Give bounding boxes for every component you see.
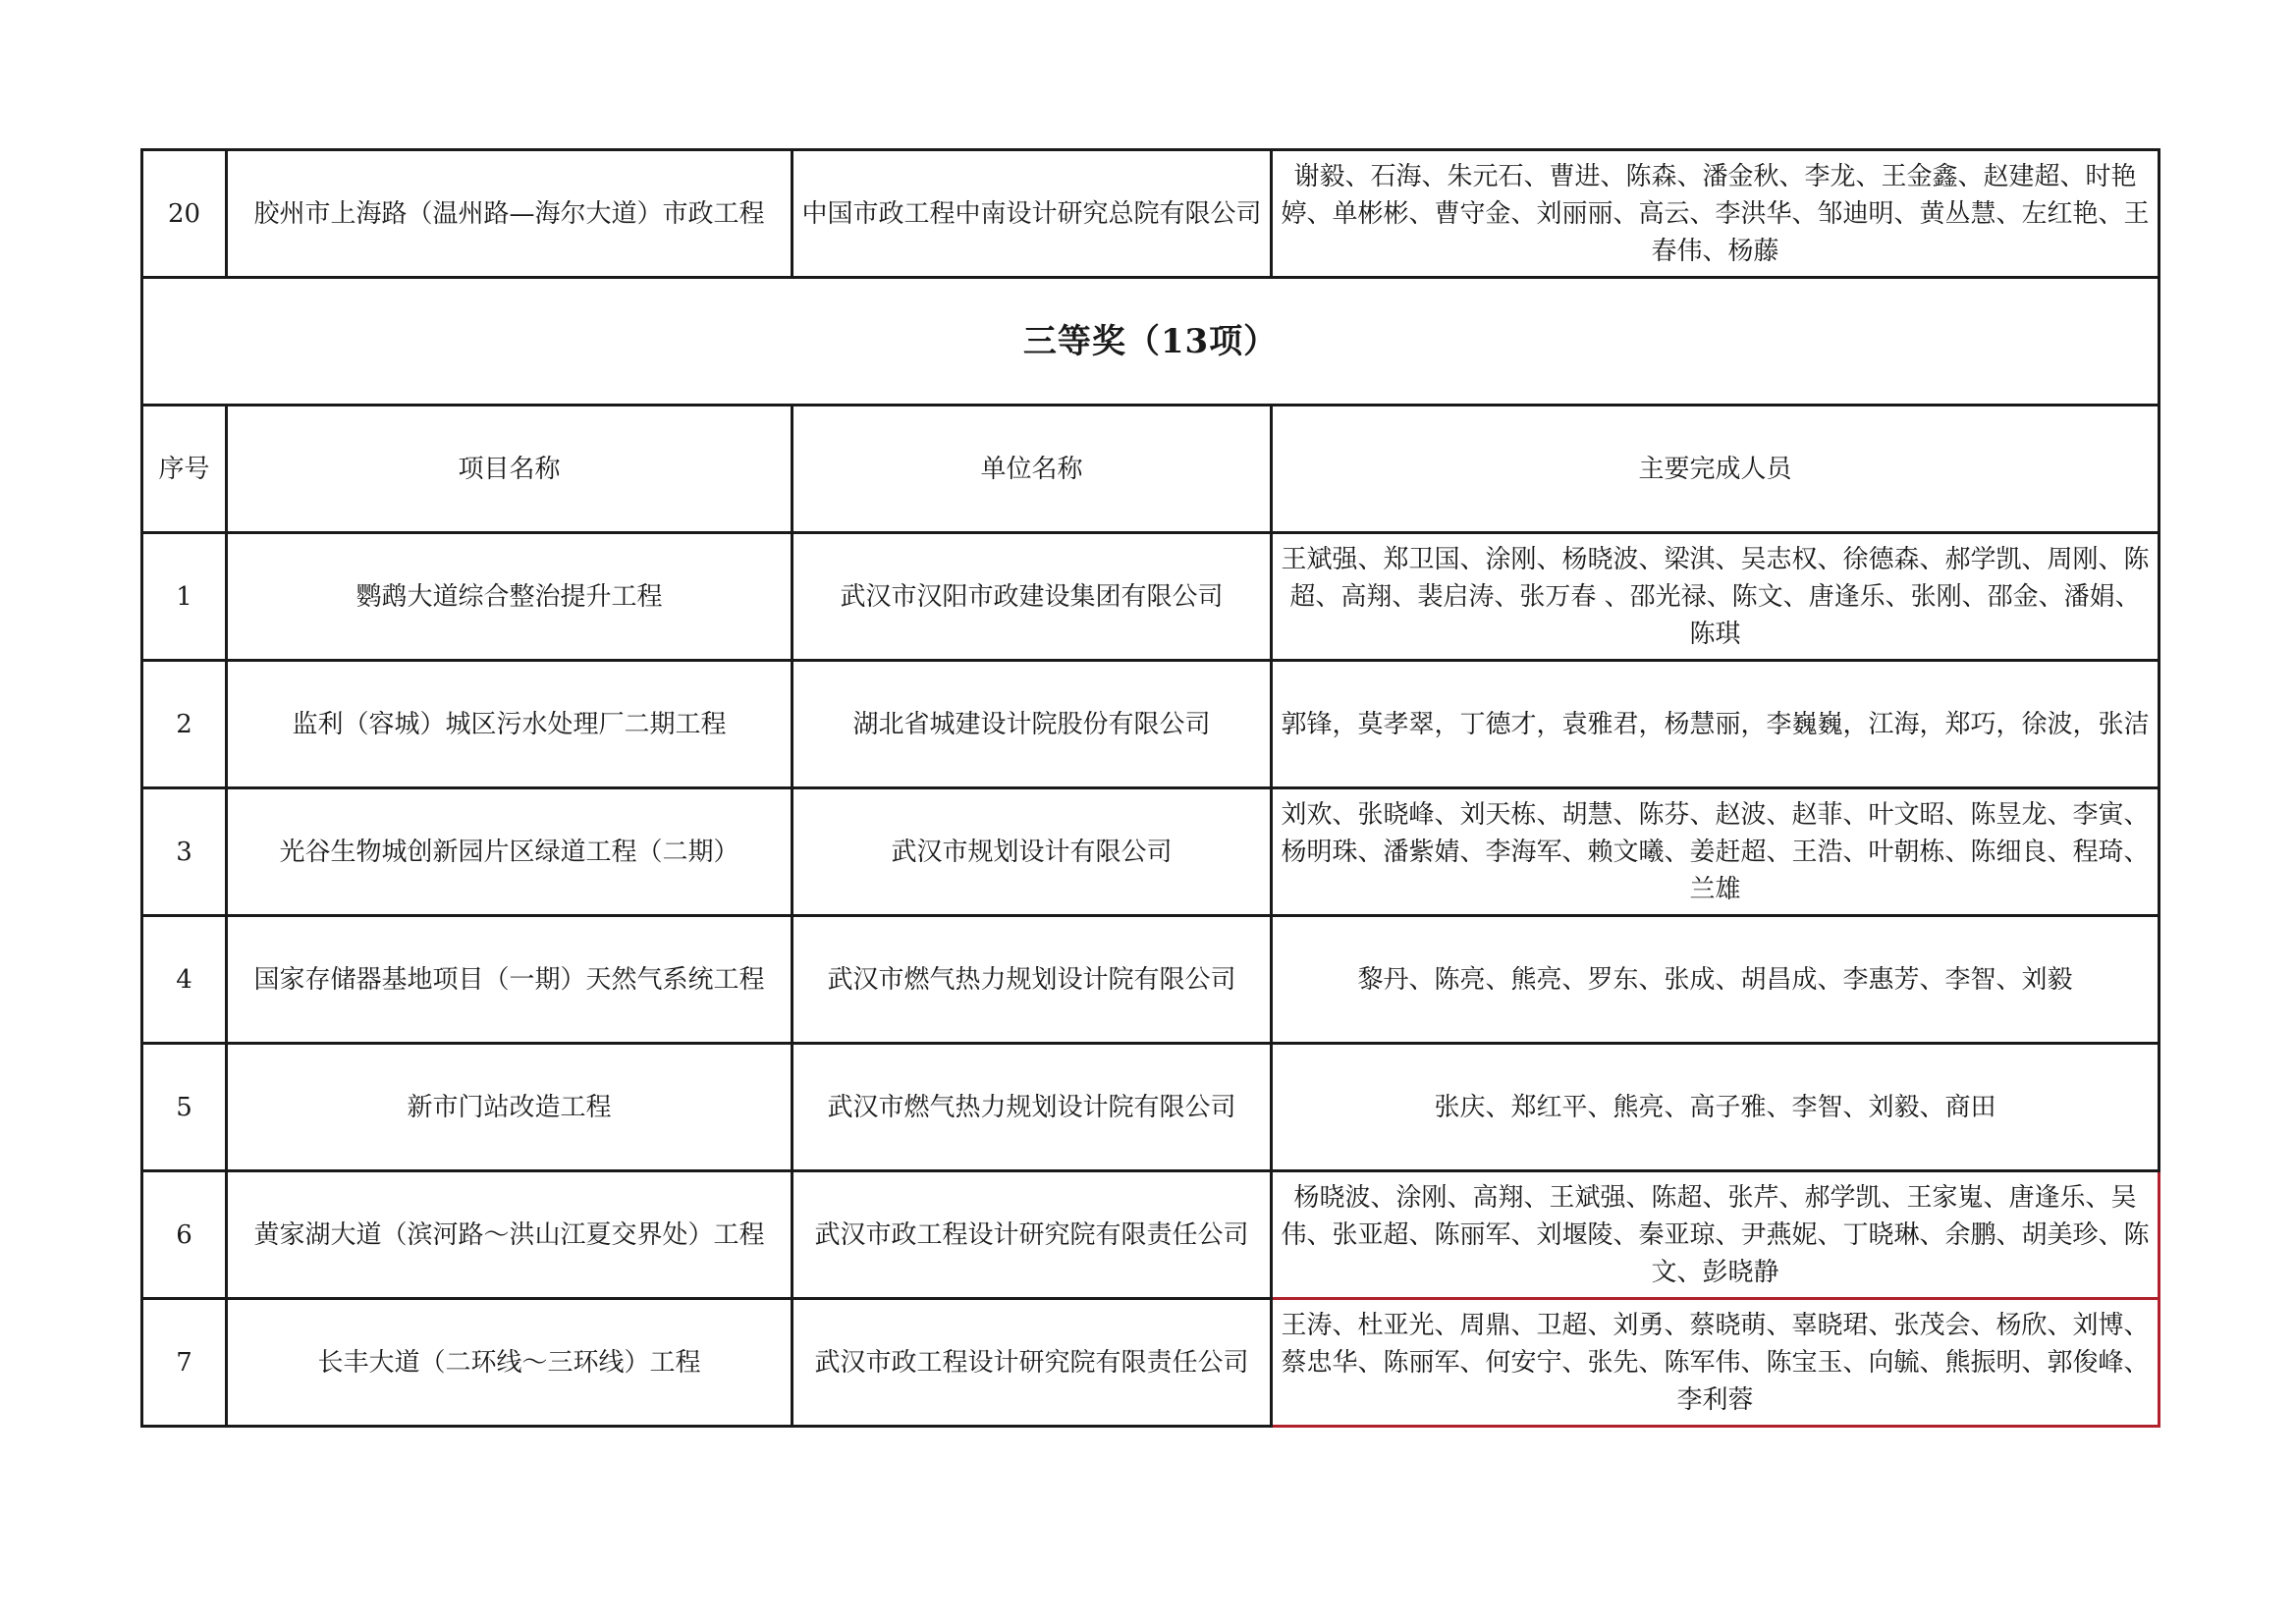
header-number: 序号 [142,406,227,533]
table-row [142,533,2159,661]
unit-name: 湖北省城建设计院股份有限公司 [793,661,1272,788]
unit-name: 中国市政工程中南设计研究总院有限公司 [793,150,1272,278]
table-row [142,788,2159,916]
unit-name: 武汉市规划设计有限公司 [793,788,1272,916]
row-number: 7 [142,1299,227,1427]
table-row [142,1299,2159,1427]
table-row [142,150,2159,278]
header-unit: 单位名称 [793,406,1272,533]
unit-name: 武汉市政工程设计研究院有限责任公司 [793,1171,1272,1299]
main-personnel: 黎丹、陈亮、熊亮、罗东、张成、胡昌成、李惠芳、李智、刘毅 [1272,916,2159,1044]
project-name: 胶州市上海路（温州路—海尔大道）市政工程 [227,150,793,278]
project-name: 新市门站改造工程 [227,1044,793,1171]
project-name: 鹦鹉大道综合整治提升工程 [227,533,793,661]
project-name: 黄家湖大道（滨河路～洪山江夏交界处）工程 [227,1171,793,1299]
project-name: 国家存储器基地项目（一期）天然气系统工程 [227,916,793,1044]
project-name: 光谷生物城创新园片区绿道工程（二期） [227,788,793,916]
row-number: 4 [142,916,227,1044]
main-personnel: 刘欢、张晓峰、刘天栋、胡慧、陈芬、赵波、赵菲、叶文昭、陈昱龙、李寅、杨明珠、潘紫婧、李海军、赖文曦、姜赶超、王浩、叶朝栋、陈细良、程琦、兰雄 [1272,788,2159,916]
unit-name: 武汉市燃气热力规划设计院有限公司 [793,1044,1272,1171]
header-row [142,406,2159,533]
unit-name: 武汉市燃气热力规划设计院有限公司 [793,916,1272,1044]
project-name: 长丰大道（二环线～三环线）工程 [227,1299,793,1427]
unit-name: 武汉市汉阳市政建设集团有限公司 [793,533,1272,661]
section-heading-row [142,278,2159,406]
main-personnel: 郭锋，莫孝翠，丁德才，袁雅君，杨慧丽，李巍巍，江海，郑巧，徐波，张洁 [1272,661,2159,788]
main-personnel: 杨晓波、涂刚、高翔、王斌强、陈超、张芹、郝学凯、王家嵬、唐逢乐、吴伟、张亚超、陈丽军、刘堰陵、秦亚琼、尹燕妮、丁晓琳、余鹏、胡美珍、陈文、彭晓静 [1272,1171,2159,1299]
table-row [142,1171,2159,1299]
row-number: 5 [142,1044,227,1171]
table-row [142,916,2159,1044]
row-number: 3 [142,788,227,916]
main-personnel: 王斌强、郑卫国、涂刚、杨晓波、梁淇、吴志权、徐德森、郝学凯、周刚、陈超、高翔、裴启涛、张万春 、邵光禄、陈文、唐逢乐、张刚、邵金、潘娟、陈琪 [1272,533,2159,661]
section-title: 三等奖（13项） [142,278,2159,406]
main-personnel: 张庆、郑红平、熊亮、高子雅、李智、刘毅、商田 [1272,1044,2159,1171]
row-number: 2 [142,661,227,788]
row-number: 1 [142,533,227,661]
awards-table [140,148,2160,1428]
header-project: 项目名称 [227,406,793,533]
table-row [142,1044,2159,1171]
table-row [142,661,2159,788]
row-number: 20 [142,150,227,278]
row-number: 6 [142,1171,227,1299]
header-personnel: 主要完成人员 [1272,406,2159,533]
unit-name: 武汉市政工程设计研究院有限责任公司 [793,1299,1272,1427]
main-personnel: 王涛、杜亚光、周鼎、卫超、刘勇、蔡晓萌、辜晓珺、张茂会、杨欣、刘博、蔡忠华、陈丽军、何安宁、张先、陈军伟、陈宝玉、向毓、熊振明、郭俊峰、李利蓉 [1272,1299,2159,1427]
main-personnel: 谢毅、石海、朱元石、曹进、陈森、潘金秋、李龙、王金鑫、赵建超、时艳婷、单彬彬、曹守金、刘丽丽、高云、李洪华、邹迪明、黄丛慧、左红艳、王春伟、杨藤 [1272,150,2159,278]
project-name: 监利（容城）城区污水处理厂二期工程 [227,661,793,788]
